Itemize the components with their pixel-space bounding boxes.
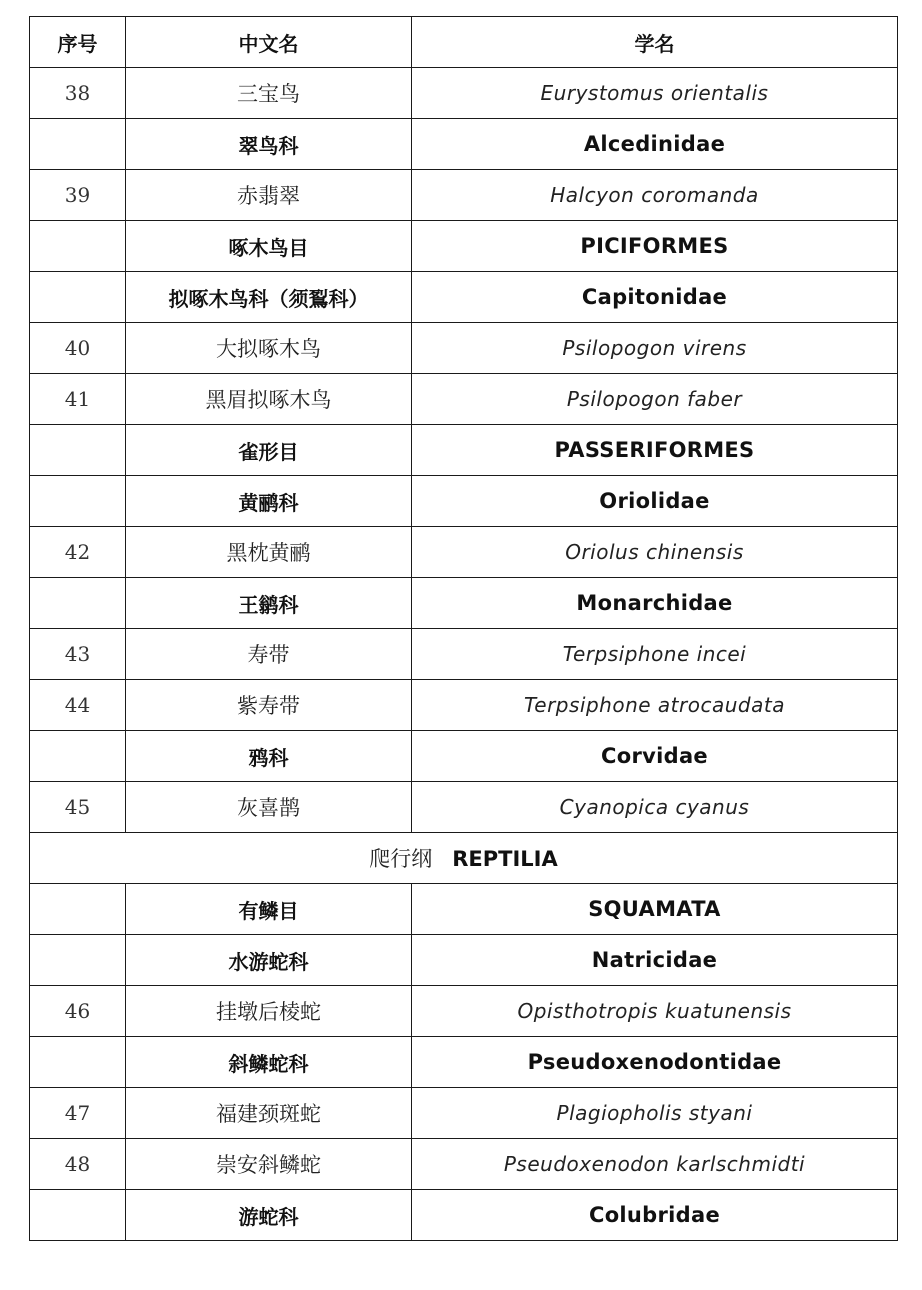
class-scientific-name: REPTILIA [452, 847, 558, 871]
seq-cell [30, 884, 126, 935]
chinese-name-cell: 游蛇科 [126, 1190, 412, 1241]
taxon-row [30, 578, 898, 629]
scientific-name-cell: Terpsiphone atrocaudata [412, 680, 898, 731]
chinese-name-cell: 黑眉拟啄木鸟 [126, 374, 412, 425]
header-scientific-name: 学名 [412, 17, 898, 68]
class-row [30, 833, 898, 884]
species-row [30, 629, 898, 680]
table-body [30, 68, 898, 1241]
seq-cell: 42 [30, 527, 126, 578]
chinese-name-cell: 大拟啄木鸟 [126, 323, 412, 374]
header-chinese-name: 中文名 [126, 17, 412, 68]
chinese-name-cell: 灰喜鹊 [126, 782, 412, 833]
chinese-name-cell: 雀形目 [126, 425, 412, 476]
seq-cell: 38 [30, 68, 126, 119]
table-header-row [30, 17, 898, 68]
scientific-name-cell: Pseudoxenodon karlschmidti [412, 1139, 898, 1190]
chinese-name-cell: 有鳞目 [126, 884, 412, 935]
chinese-name-cell: 福建颈斑蛇 [126, 1088, 412, 1139]
seq-cell: 39 [30, 170, 126, 221]
scientific-name-cell: SQUAMATA [412, 884, 898, 935]
seq-cell [30, 119, 126, 170]
species-row [30, 1139, 898, 1190]
scientific-name-cell: Eurystomus orientalis [412, 68, 898, 119]
chinese-name-cell: 王鹟科 [126, 578, 412, 629]
seq-cell [30, 578, 126, 629]
species-row [30, 527, 898, 578]
chinese-name-cell: 拟啄木鸟科（须鴷科） [126, 272, 412, 323]
scientific-name-cell: Psilopogon faber [412, 374, 898, 425]
header-seq: 序号 [30, 17, 126, 68]
scientific-name-cell: Oriolidae [412, 476, 898, 527]
seq-cell [30, 272, 126, 323]
chinese-name-cell: 黑枕黄鹂 [126, 527, 412, 578]
scientific-name-cell: Natricidae [412, 935, 898, 986]
seq-cell: 48 [30, 1139, 126, 1190]
species-row [30, 374, 898, 425]
species-row [30, 782, 898, 833]
class-chinese-name: 爬行纲 [369, 847, 433, 871]
species-row [30, 68, 898, 119]
seq-cell [30, 1037, 126, 1088]
seq-cell [30, 425, 126, 476]
chinese-name-cell: 赤翡翠 [126, 170, 412, 221]
scientific-name-cell: Psilopogon virens [412, 323, 898, 374]
scientific-name-cell: Pseudoxenodontidae [412, 1037, 898, 1088]
taxon-row [30, 1190, 898, 1241]
scientific-name-cell: Plagiopholis styani [412, 1088, 898, 1139]
taxon-row [30, 272, 898, 323]
seq-cell [30, 1190, 126, 1241]
scientific-name-cell: Opisthotropis kuatunensis [412, 986, 898, 1037]
seq-cell: 41 [30, 374, 126, 425]
chinese-name-cell: 挂墩后棱蛇 [126, 986, 412, 1037]
scientific-name-cell: Monarchidae [412, 578, 898, 629]
chinese-name-cell: 崇安斜鳞蛇 [126, 1139, 412, 1190]
seq-cell [30, 476, 126, 527]
chinese-name-cell: 鸦科 [126, 731, 412, 782]
scientific-name-cell: Halcyon coromanda [412, 170, 898, 221]
seq-cell: 43 [30, 629, 126, 680]
scientific-name-cell: Alcedinidae [412, 119, 898, 170]
species-row [30, 986, 898, 1037]
scientific-name-cell: Capitonidae [412, 272, 898, 323]
chinese-name-cell: 黄鹂科 [126, 476, 412, 527]
taxon-row [30, 119, 898, 170]
taxon-row [30, 425, 898, 476]
taxon-row [30, 221, 898, 272]
chinese-name-cell: 水游蛇科 [126, 935, 412, 986]
taxon-row [30, 884, 898, 935]
taxon-row [30, 476, 898, 527]
species-row [30, 170, 898, 221]
chinese-name-cell: 三宝鸟 [126, 68, 412, 119]
seq-cell: 46 [30, 986, 126, 1037]
species-row [30, 680, 898, 731]
seq-cell [30, 221, 126, 272]
scientific-name-cell: Terpsiphone incei [412, 629, 898, 680]
species-row [30, 1088, 898, 1139]
seq-cell: 40 [30, 323, 126, 374]
chinese-name-cell: 紫寿带 [126, 680, 412, 731]
chinese-name-cell: 斜鳞蛇科 [126, 1037, 412, 1088]
taxon-row [30, 935, 898, 986]
scientific-name-cell: Oriolus chinensis [412, 527, 898, 578]
seq-cell [30, 935, 126, 986]
scientific-name-cell: Cyanopica cyanus [412, 782, 898, 833]
chinese-name-cell: 翠鸟科 [126, 119, 412, 170]
scientific-name-cell: PICIFORMES [412, 221, 898, 272]
seq-cell [30, 731, 126, 782]
species-table [29, 16, 898, 1241]
species-row [30, 323, 898, 374]
chinese-name-cell: 寿带 [126, 629, 412, 680]
taxon-row [30, 731, 898, 782]
class-cell [30, 833, 898, 884]
chinese-name-cell: 啄木鸟目 [126, 221, 412, 272]
taxon-row [30, 1037, 898, 1088]
seq-cell: 44 [30, 680, 126, 731]
scientific-name-cell: Corvidae [412, 731, 898, 782]
scientific-name-cell: PASSERIFORMES [412, 425, 898, 476]
seq-cell: 45 [30, 782, 126, 833]
seq-cell: 47 [30, 1088, 126, 1139]
scientific-name-cell: Colubridae [412, 1190, 898, 1241]
